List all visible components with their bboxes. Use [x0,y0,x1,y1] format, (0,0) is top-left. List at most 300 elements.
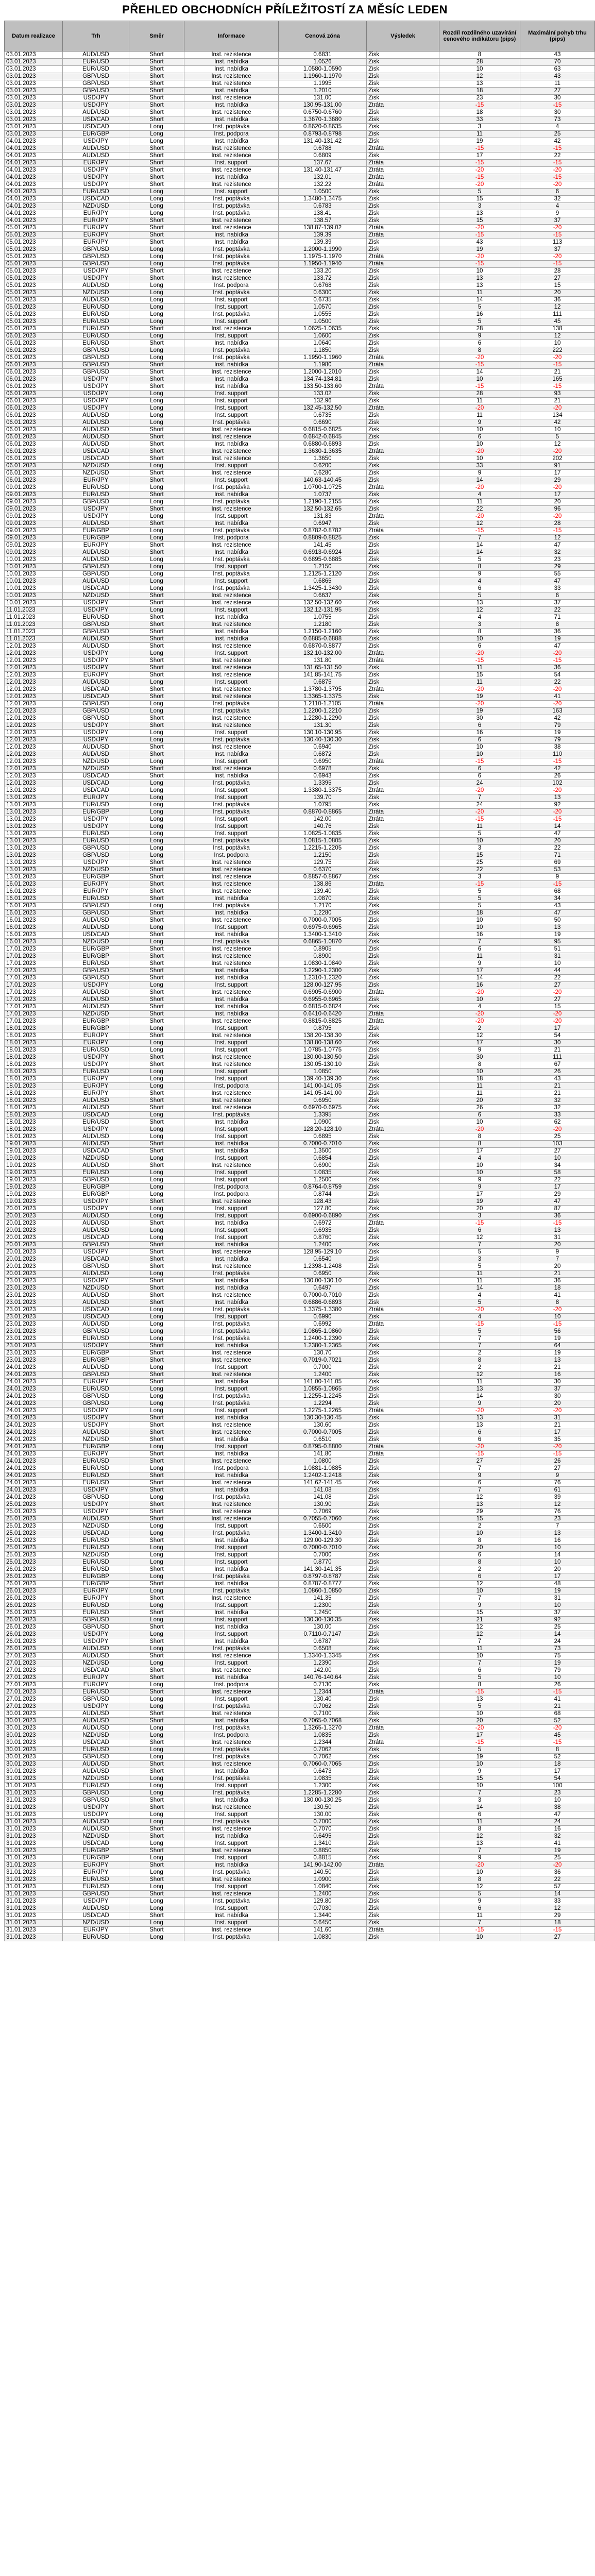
cell-date: 23.01.2023 [5,1321,63,1328]
table-row [5,52,595,59]
cell-price-zone: 129.00-129.30 [279,1537,367,1545]
cell-info: Inst. nabídka [184,636,279,643]
table-row [5,1422,595,1429]
cell-direction: Short [129,1371,184,1379]
table-row [5,542,595,549]
cell-pips: 14 [439,1285,520,1292]
table-row [5,1530,595,1537]
cell-info: Inst. support [184,1364,279,1371]
cell-date: 12.01.2023 [5,744,63,751]
cell-direction: Short [129,376,184,383]
cell-market: EUR/USD [63,1465,129,1472]
cell-direction: Long [129,578,184,585]
cell-info: Inst. rezistence [184,1516,279,1523]
cell-max-move: 64 [520,1343,595,1350]
cell-direction: Short [129,1797,184,1804]
cell-date: 06.01.2023 [5,434,63,441]
cell-price-zone: 0.7070 [279,1826,367,1833]
cell-info: Inst. poptávka [184,210,279,217]
cell-result: Zisk [367,867,439,874]
cell-price-zone: 1.1995 [279,80,367,88]
cell-result: Zisk [367,730,439,737]
cell-info: Inst. poptávka [184,311,279,318]
cell-max-move: 12 [520,441,595,448]
cell-max-move: 79 [520,1667,595,1674]
cell-result: Zisk [367,643,439,650]
cell-price-zone: 1.2110-1.2105 [279,701,367,708]
table-row [5,917,595,924]
cell-pips: 6 [439,946,520,953]
cell-price-zone: 0.8905 [279,946,367,953]
cell-result: Zisk [367,564,439,571]
cell-price-zone: 138.57 [279,217,367,225]
cell-pips: 8 [439,1682,520,1689]
cell-market: EUR/USD [63,189,129,196]
cell-info: Inst. nabídka [184,629,279,636]
cell-info: Inst. support [184,816,279,823]
cell-date: 19.01.2023 [5,1148,63,1155]
cell-result: Zisk [367,1545,439,1552]
cell-price-zone: 132.10-132.00 [279,650,367,657]
cell-info: Inst. poptávka [184,261,279,268]
cell-price-zone: 141.62-141.45 [279,1480,367,1487]
cell-info: Inst. nabídka [184,1451,279,1458]
cell-price-zone: 142.00 [279,1667,367,1674]
cell-direction: Long [129,1213,184,1220]
cell-price-zone: 0.7000 [279,1552,367,1559]
cell-direction: Long [129,513,184,520]
cell-info: Inst. poptávka [184,124,279,131]
cell-market: EUR/JPY [63,1682,129,1689]
cell-date: 18.01.2023 [5,1025,63,1032]
cell-max-move: -20 [520,686,595,693]
cell-result: Zisk [367,52,439,59]
cell-direction: Long [129,1588,184,1595]
cell-direction: Short [129,1357,184,1364]
cell-pips: 6 [439,773,520,780]
cell-pips: 12 [439,1884,520,1891]
cell-pips: 5 [439,895,520,903]
cell-pips: 15 [439,1516,520,1523]
cell-date: 31.01.2023 [5,1862,63,1869]
table-row [5,1739,595,1747]
cell-result: Zisk [367,1804,439,1811]
cell-price-zone: 0.6975-0.6965 [279,924,367,931]
cell-direction: Long [129,1112,184,1119]
cell-direction: Short [129,1249,184,1256]
cell-info: Inst. podpora [184,1083,279,1090]
cell-info: Inst. poptávka [184,499,279,506]
cell-direction: Long [129,1040,184,1047]
cell-price-zone: 0.7000 [279,1364,367,1371]
cell-result: Ztráta [367,989,439,996]
cell-info: Inst. support [184,1617,279,1624]
cell-pips: -15 [439,1739,520,1747]
cell-market: EUR/USD [63,304,129,311]
table-row [5,744,595,751]
cell-pips: 12 [439,73,520,80]
cell-result: Zisk [367,1682,439,1689]
header-row [5,21,595,52]
cell-max-move: 37 [520,217,595,225]
cell-date: 25.01.2023 [5,1501,63,1509]
cell-direction: Short [129,1537,184,1545]
table-row [5,1501,595,1509]
cell-price-zone: 0.6280 [279,470,367,477]
cell-result: Zisk [367,441,439,448]
table-row [5,592,595,600]
cell-direction: Long [129,253,184,261]
cell-date: 05.01.2023 [5,253,63,261]
cell-price-zone: 0.7030 [279,1905,367,1912]
cell-market: GBP/USD [63,571,129,578]
cell-max-move: 17 [520,1573,595,1581]
cell-max-move: 6 [520,189,595,196]
cell-direction: Long [129,1819,184,1826]
table-row [5,1105,595,1112]
cell-price-zone: 1.2285-1.2280 [279,1790,367,1797]
cell-price-zone: 1.2344 [279,1739,367,1747]
cell-result: Zisk [367,975,439,982]
cell-info: Inst. support [184,1660,279,1667]
cell-info: Inst. rezistence [184,1061,279,1069]
cell-max-move: 17 [520,492,595,499]
cell-max-move: 12 [520,1501,595,1509]
cell-pips: -15 [439,1689,520,1696]
cell-date: 16.01.2023 [5,924,63,931]
table-row [5,1624,595,1631]
cell-market: EUR/USD [63,1472,129,1480]
cell-price-zone: 1.0625-1.0635 [279,326,367,333]
cell-max-move: 34 [520,895,595,903]
cell-result: Zisk [367,1653,439,1660]
cell-date: 04.01.2023 [5,189,63,196]
cell-date: 12.01.2023 [5,672,63,679]
cell-result: Zisk [367,535,439,542]
cell-market: USD/JPY [63,1126,129,1133]
cell-info: Inst. support [184,1076,279,1083]
cell-result: Zisk [367,419,439,427]
cell-price-zone: 139.40-139.30 [279,1076,367,1083]
cell-info: Inst. rezistence [184,167,279,174]
cell-date: 23.01.2023 [5,1350,63,1357]
cell-result: Zisk [367,1177,439,1184]
cell-max-move: -15 [520,1739,595,1747]
cell-pips: 8 [439,629,520,636]
cell-price-zone: 0.7110-0.7147 [279,1631,367,1638]
cell-max-move: 47 [520,542,595,549]
cell-price-zone: 1.2275-1.2265 [279,1408,367,1415]
cell-info: Inst. poptávka [184,528,279,535]
cell-max-move: 12 [520,333,595,340]
cell-date: 13.01.2023 [5,809,63,816]
cell-direction: Long [129,1133,184,1141]
cell-info: Inst. rezistence [184,693,279,701]
cell-market: EUR/GBP [63,1191,129,1198]
cell-date: 13.01.2023 [5,794,63,802]
cell-result: Zisk [367,59,439,66]
cell-direction: Long [129,1047,184,1054]
table-row [5,398,595,405]
cell-price-zone: 137.67 [279,160,367,167]
cell-direction: Short [129,636,184,643]
cell-date: 04.01.2023 [5,196,63,203]
cell-pips: -20 [439,701,520,708]
table-row [5,1458,595,1465]
cell-info: Inst. nabídka [184,1566,279,1573]
cell-date: 05.01.2023 [5,311,63,318]
cell-pips: 23 [439,95,520,102]
cell-result: Zisk [367,88,439,95]
table-row [5,441,595,448]
cell-price-zone: 0.7000-0.7010 [279,1292,367,1299]
cell-direction: Long [129,1920,184,1927]
cell-pips: 11 [439,1090,520,1097]
cell-result: Zisk [367,1162,439,1170]
cell-date: 09.01.2023 [5,506,63,513]
cell-result: Ztráta [367,167,439,174]
cell-price-zone: 139.39 [279,239,367,246]
cell-direction: Short [129,1472,184,1480]
cell-info: Inst. nabídka [184,1768,279,1775]
cell-info: Inst. rezistence [184,600,279,607]
cell-price-zone: 130.00-130.10 [279,1278,367,1285]
cell-price-zone: 131.65-131.50 [279,665,367,672]
cell-max-move: 10 [520,1559,595,1566]
cell-direction: Long [129,564,184,571]
cell-result: Zisk [367,672,439,679]
cell-price-zone: 0.7000-0.7010 [279,1141,367,1148]
cell-direction: Long [129,1206,184,1213]
cell-result: Ztráta [367,758,439,766]
cell-market: USD/CAD [63,1530,129,1537]
cell-price-zone: 1.2300 [279,1783,367,1790]
cell-max-move: 54 [520,1032,595,1040]
cell-info: Inst. rezistence [184,657,279,665]
cell-price-zone: 1.1950-1.1960 [279,354,367,362]
cell-direction: Long [129,780,184,787]
cell-date: 12.01.2023 [5,650,63,657]
cell-info: Inst. nabídka [184,1242,279,1249]
cell-date: 31.01.2023 [5,1891,63,1898]
cell-pips: 9 [439,1400,520,1408]
cell-direction: Long [129,1155,184,1162]
cell-info: Inst. support [184,730,279,737]
cell-price-zone: 1.0900 [279,1876,367,1884]
cell-pips: -20 [439,1126,520,1133]
cell-info: Inst. rezistence [184,1595,279,1602]
table-row [5,1465,595,1472]
cell-date: 03.01.2023 [5,95,63,102]
cell-pips: 8 [439,1826,520,1833]
table-row [5,131,595,138]
cell-direction: Long [129,1725,184,1732]
cell-price-zone: 1.3400-1.3410 [279,931,367,939]
cell-direction: Short [129,1119,184,1126]
cell-result: Zisk [367,1141,439,1148]
cell-pips: 15 [439,1775,520,1783]
cell-result: Zisk [367,124,439,131]
cell-pips: 14 [439,297,520,304]
cell-pips: -20 [439,513,520,520]
cell-info: Inst. rezistence [184,917,279,924]
cell-pips: 7 [439,939,520,946]
cell-date: 20.01.2023 [5,1270,63,1278]
cell-price-zone: 1.2215-1.2205 [279,845,367,852]
cell-max-move: 15 [520,1004,595,1011]
table-body [5,52,595,1941]
cell-price-zone: 0.6788 [279,145,367,152]
cell-info: Inst. support [184,1905,279,1912]
cell-info: Inst. support [184,1234,279,1242]
table-row [5,585,595,592]
cell-date: 26.01.2023 [5,1617,63,1624]
cell-pips: 24 [439,780,520,787]
cell-market: USD/CAD [63,773,129,780]
cell-info: Inst. nabídka [184,1674,279,1682]
cell-price-zone: 140.76 [279,823,367,831]
cell-market: USD/CAD [63,787,129,794]
cell-date: 03.01.2023 [5,124,63,131]
cell-max-move: -15 [520,174,595,181]
cell-direction: Long [129,1682,184,1689]
cell-max-move: 202 [520,455,595,463]
cell-market: AUD/USD [63,1710,129,1718]
cell-date: 23.01.2023 [5,1357,63,1364]
cell-direction: Short [129,1739,184,1747]
cell-price-zone: 1.1980 [279,362,367,369]
cell-direction: Short [129,109,184,116]
cell-date: 05.01.2023 [5,232,63,239]
cell-price-zone: 131.40-131.47 [279,167,367,174]
cell-market: AUD/USD [63,549,129,556]
table-row [5,1797,595,1804]
cell-market: GBP/USD [63,1494,129,1501]
cell-result: Zisk [367,737,439,744]
table-row [5,1263,595,1270]
cell-info: Inst. nabídka [184,520,279,528]
cell-pips: -20 [439,405,520,412]
table-row [5,903,595,910]
cell-max-move: 17 [520,1768,595,1775]
cell-result: Zisk [367,614,439,621]
cell-direction: Long [129,831,184,838]
cell-info: Inst. support [184,679,279,686]
cell-info: Inst. support [184,297,279,304]
cell-max-move: 23 [520,556,595,564]
cell-date: 05.01.2023 [5,239,63,246]
cell-result: Zisk [367,520,439,528]
table-row [5,434,595,441]
cell-info: Inst. poptávka [184,1393,279,1400]
table-row [5,823,595,831]
cell-pips: 4 [439,1004,520,1011]
cell-direction: Long [129,924,184,931]
cell-market: AUD/USD [63,1725,129,1732]
table-row [5,1415,595,1422]
cell-market: USD/CAD [63,448,129,455]
cell-price-zone: 0.7062 [279,1703,367,1710]
cell-info: Inst. poptávka [184,1328,279,1335]
cell-pips: 2 [439,1025,520,1032]
cell-result: Zisk [367,1638,439,1646]
cell-pips: -15 [439,1220,520,1227]
cell-result: Ztráta [367,686,439,693]
cell-price-zone: 0.6940 [279,744,367,751]
cell-info: Inst. rezistence [184,145,279,152]
cell-price-zone: 0.8850 [279,1848,367,1855]
cell-result: Zisk [367,578,439,585]
cell-max-move: -20 [520,1018,595,1025]
cell-pips: -15 [439,160,520,167]
cell-price-zone: 0.6875 [279,679,367,686]
cell-result: Zisk [367,455,439,463]
cell-max-move: -20 [520,253,595,261]
cell-date: 17.01.2023 [5,982,63,989]
cell-date: 09.01.2023 [5,535,63,542]
cell-market: EUR/GBP [63,535,129,542]
cell-pips: 25 [439,859,520,867]
cell-price-zone: 133.02 [279,391,367,398]
cell-max-move: 20 [520,499,595,506]
cell-price-zone: 1.3670-1.3680 [279,116,367,124]
cell-price-zone: 0.6900-0.6890 [279,1213,367,1220]
cell-result: Ztráta [367,448,439,455]
cell-market: EUR/GBP [63,1573,129,1581]
cell-pips: 11 [439,1083,520,1090]
cell-date: 13.01.2023 [5,802,63,809]
cell-direction: Long [129,823,184,831]
cell-info: Inst. support [184,1523,279,1530]
table-row [5,1018,595,1025]
cell-direction: Long [129,528,184,535]
cell-result: Zisk [367,376,439,383]
cell-max-move: 9 [520,1472,595,1480]
cell-max-move: 11 [520,80,595,88]
cell-market: AUD/USD [63,1516,129,1523]
cell-price-zone: 133.72 [279,275,367,282]
cell-pips: 13 [439,1840,520,1848]
col-header-result: Výsledek [367,21,439,52]
cell-pips: 9 [439,571,520,578]
cell-date: 18.01.2023 [5,1032,63,1040]
cell-max-move: 12 [520,535,595,542]
cell-max-move: 28 [520,520,595,528]
cell-max-move: 53 [520,867,595,874]
cell-date: 31.01.2023 [5,1826,63,1833]
cell-result: Ztráta [367,102,439,109]
cell-direction: Long [129,405,184,412]
cell-max-move: 18 [520,1920,595,1927]
table-row [5,1545,595,1552]
cell-direction: Long [129,737,184,744]
table-row [5,1148,595,1155]
cell-pips: 7 [439,1920,520,1927]
cell-max-move: -20 [520,701,595,708]
cell-price-zone: 1.3265-1.3270 [279,1725,367,1732]
cell-pips: 11 [439,679,520,686]
cell-market: AUD/USD [63,1429,129,1436]
cell-pips: 5 [439,1891,520,1898]
cell-price-zone: 130.70 [279,1350,367,1357]
table-row [5,1343,595,1350]
cell-date: 24.01.2023 [5,1472,63,1480]
cell-pips: 14 [439,975,520,982]
cell-direction: Long [129,556,184,564]
cell-market: EUR/JPY [63,1083,129,1090]
cell-market: EUR/USD [63,1335,129,1343]
cell-date: 18.01.2023 [5,1047,63,1054]
